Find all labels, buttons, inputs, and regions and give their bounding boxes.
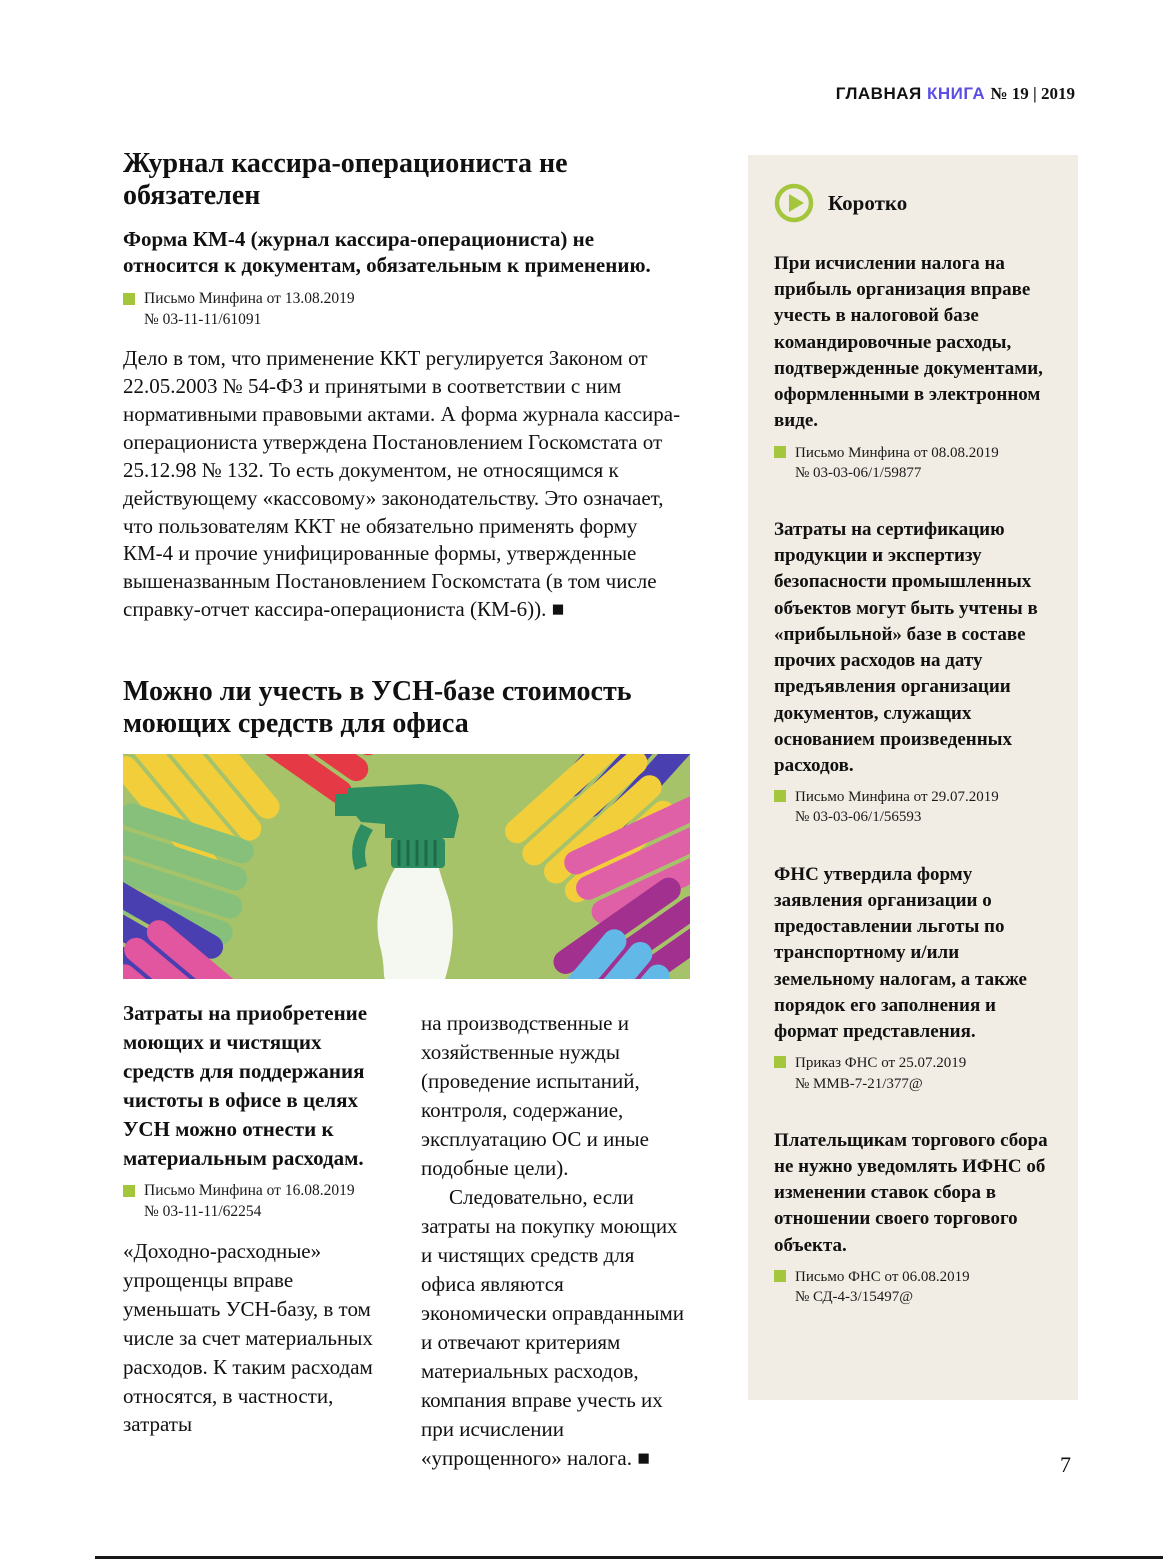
sidebar-title: Коротко xyxy=(828,190,908,215)
main-column xyxy=(123,148,690,1473)
brand-name-part1: ГЛАВНАЯ xyxy=(835,84,922,103)
news-text: ФНС утвердила форму заявления организации о предоставлении льготы по транспортному и/или земельному налогам, а также порядок его заполнения и формат представления. xyxy=(774,863,1027,1043)
issue-number: № 19 | 2019 xyxy=(990,84,1075,103)
article-body: Дело в том, что применение ККТ регулируется Законом от 22.05.2003 № 54-ФЗ и принятыми в соответствии с ним нормативными правовыми актами. А форма журнала кассира-операциониста утверждена Постановлением Госкомстата от 25.12.98 № 132. То есть документом, не относящимся к действующему «кассовому» законодательству. Это означает, что пользователям ККТ не обязательно применять форму КМ-4 и прочие унифицированные формы, утвержденные вышеназванным Постановлением Госкомстата (в том числе справку-отчет кассира-операциониста (КМ-6)). ■ xyxy=(123,345,681,622)
green-square-bullet-icon xyxy=(123,293,135,305)
article-cashier-journal xyxy=(123,148,690,624)
source-text: Письмо Минфина от 13.08.2019 № 03-11-11/61091 xyxy=(144,290,355,329)
column-body: «Доходно-расходные» упрощенцы вправе уменьшать УСН-базу, в том числе за счет материальных расходов. К таким расходам относятся, в частности, затраты xyxy=(123,1238,373,1437)
page-number: 7 xyxy=(1060,1452,1071,1477)
green-square-bullet-icon xyxy=(774,1056,786,1068)
green-square-bullet-icon xyxy=(774,446,786,458)
source-reference xyxy=(123,1181,391,1223)
two-column-text xyxy=(123,999,690,1473)
news-item xyxy=(774,517,1052,828)
source-reference xyxy=(774,787,1052,828)
news-item xyxy=(774,862,1052,1094)
news-text: Затраты на сертификацию продукции и экспертизу безопасности промышленных объектов могут быть учтены в «прибыльной» базе в составе прочих расходов на дату предъявления организации документов, служащих основанием произведенных расходов. xyxy=(774,519,1038,776)
right-text-column xyxy=(421,999,690,1473)
source-reference xyxy=(774,443,1052,484)
cleaning-supplies-photo xyxy=(123,754,690,979)
article-usn-cleaning xyxy=(123,676,690,1472)
source-text: Письмо ФНС от 06.08.2019 № СД-4-3/15497@ xyxy=(795,1268,970,1306)
brand-name-part2: КНИГА xyxy=(926,84,986,103)
article-lead: Затраты на приобретение моющих и чистящих средств для поддержания чистоты в офисе в целях УСН можно отнести к материальным расходам. xyxy=(123,1001,368,1170)
column-body: на производственные и хозяйственные нужды (проведение испытаний, контроля, содержание, эксплуатацию ОС и иные подобные цели). Следовательно, если затраты на покупку моющих и чистящих средств для офиса являются экономически оправданными и отвечают критериям материальных расходов, компания вправе учесть их при исчислении «упрощенного» налога. ■ xyxy=(421,1011,685,1470)
source-reference xyxy=(123,289,690,331)
sidebar-header xyxy=(774,183,1052,223)
source-text: Письмо Минфина от 08.08.2019 № 03-03-06/1/59877 xyxy=(795,444,999,481)
green-square-bullet-icon xyxy=(123,1185,135,1197)
source-reference xyxy=(774,1053,1052,1094)
source-text: Письмо Минфина от 29.07.2019 № 03-03-06/1/56593 xyxy=(795,789,999,826)
article-lead: Форма КМ-4 (журнал кассира-операциониста) не относится к документам, обязательным к применению. xyxy=(123,226,651,278)
source-text: Письмо Минфина от 16.08.2019 № 03-11-11/62254 xyxy=(144,1181,355,1220)
news-sidebar xyxy=(748,155,1078,1400)
news-item xyxy=(774,1128,1052,1308)
page-header xyxy=(836,84,1075,104)
source-reference xyxy=(774,1267,1052,1308)
green-square-bullet-icon xyxy=(774,1270,786,1282)
news-text: Плательщикам торгового сбора не нужно уведомлять ИФНС об изменении ставок сбора в отношении своего торгового объекта. xyxy=(774,1129,1048,1256)
news-text: При исчислении налога на прибыль организация вправе учесть в налоговой базе командировочные расходы, подтвержденные документами, оформленными в электронном виде. xyxy=(774,253,1043,432)
news-item xyxy=(774,251,1052,483)
play-circle-icon xyxy=(774,183,814,223)
green-square-bullet-icon xyxy=(774,790,786,802)
gloves-spray-bottle-image xyxy=(123,754,690,979)
source-text: Приказ ФНС от 25.07.2019 № ММВ-7-21/377@ xyxy=(795,1055,967,1092)
article-title: Можно ли учесть в УСН-базе стоимость моющих средств для офиса xyxy=(123,676,632,740)
left-text-column xyxy=(123,999,391,1473)
article-title: Журнал кассира-операциониста не обязателен xyxy=(123,148,568,211)
